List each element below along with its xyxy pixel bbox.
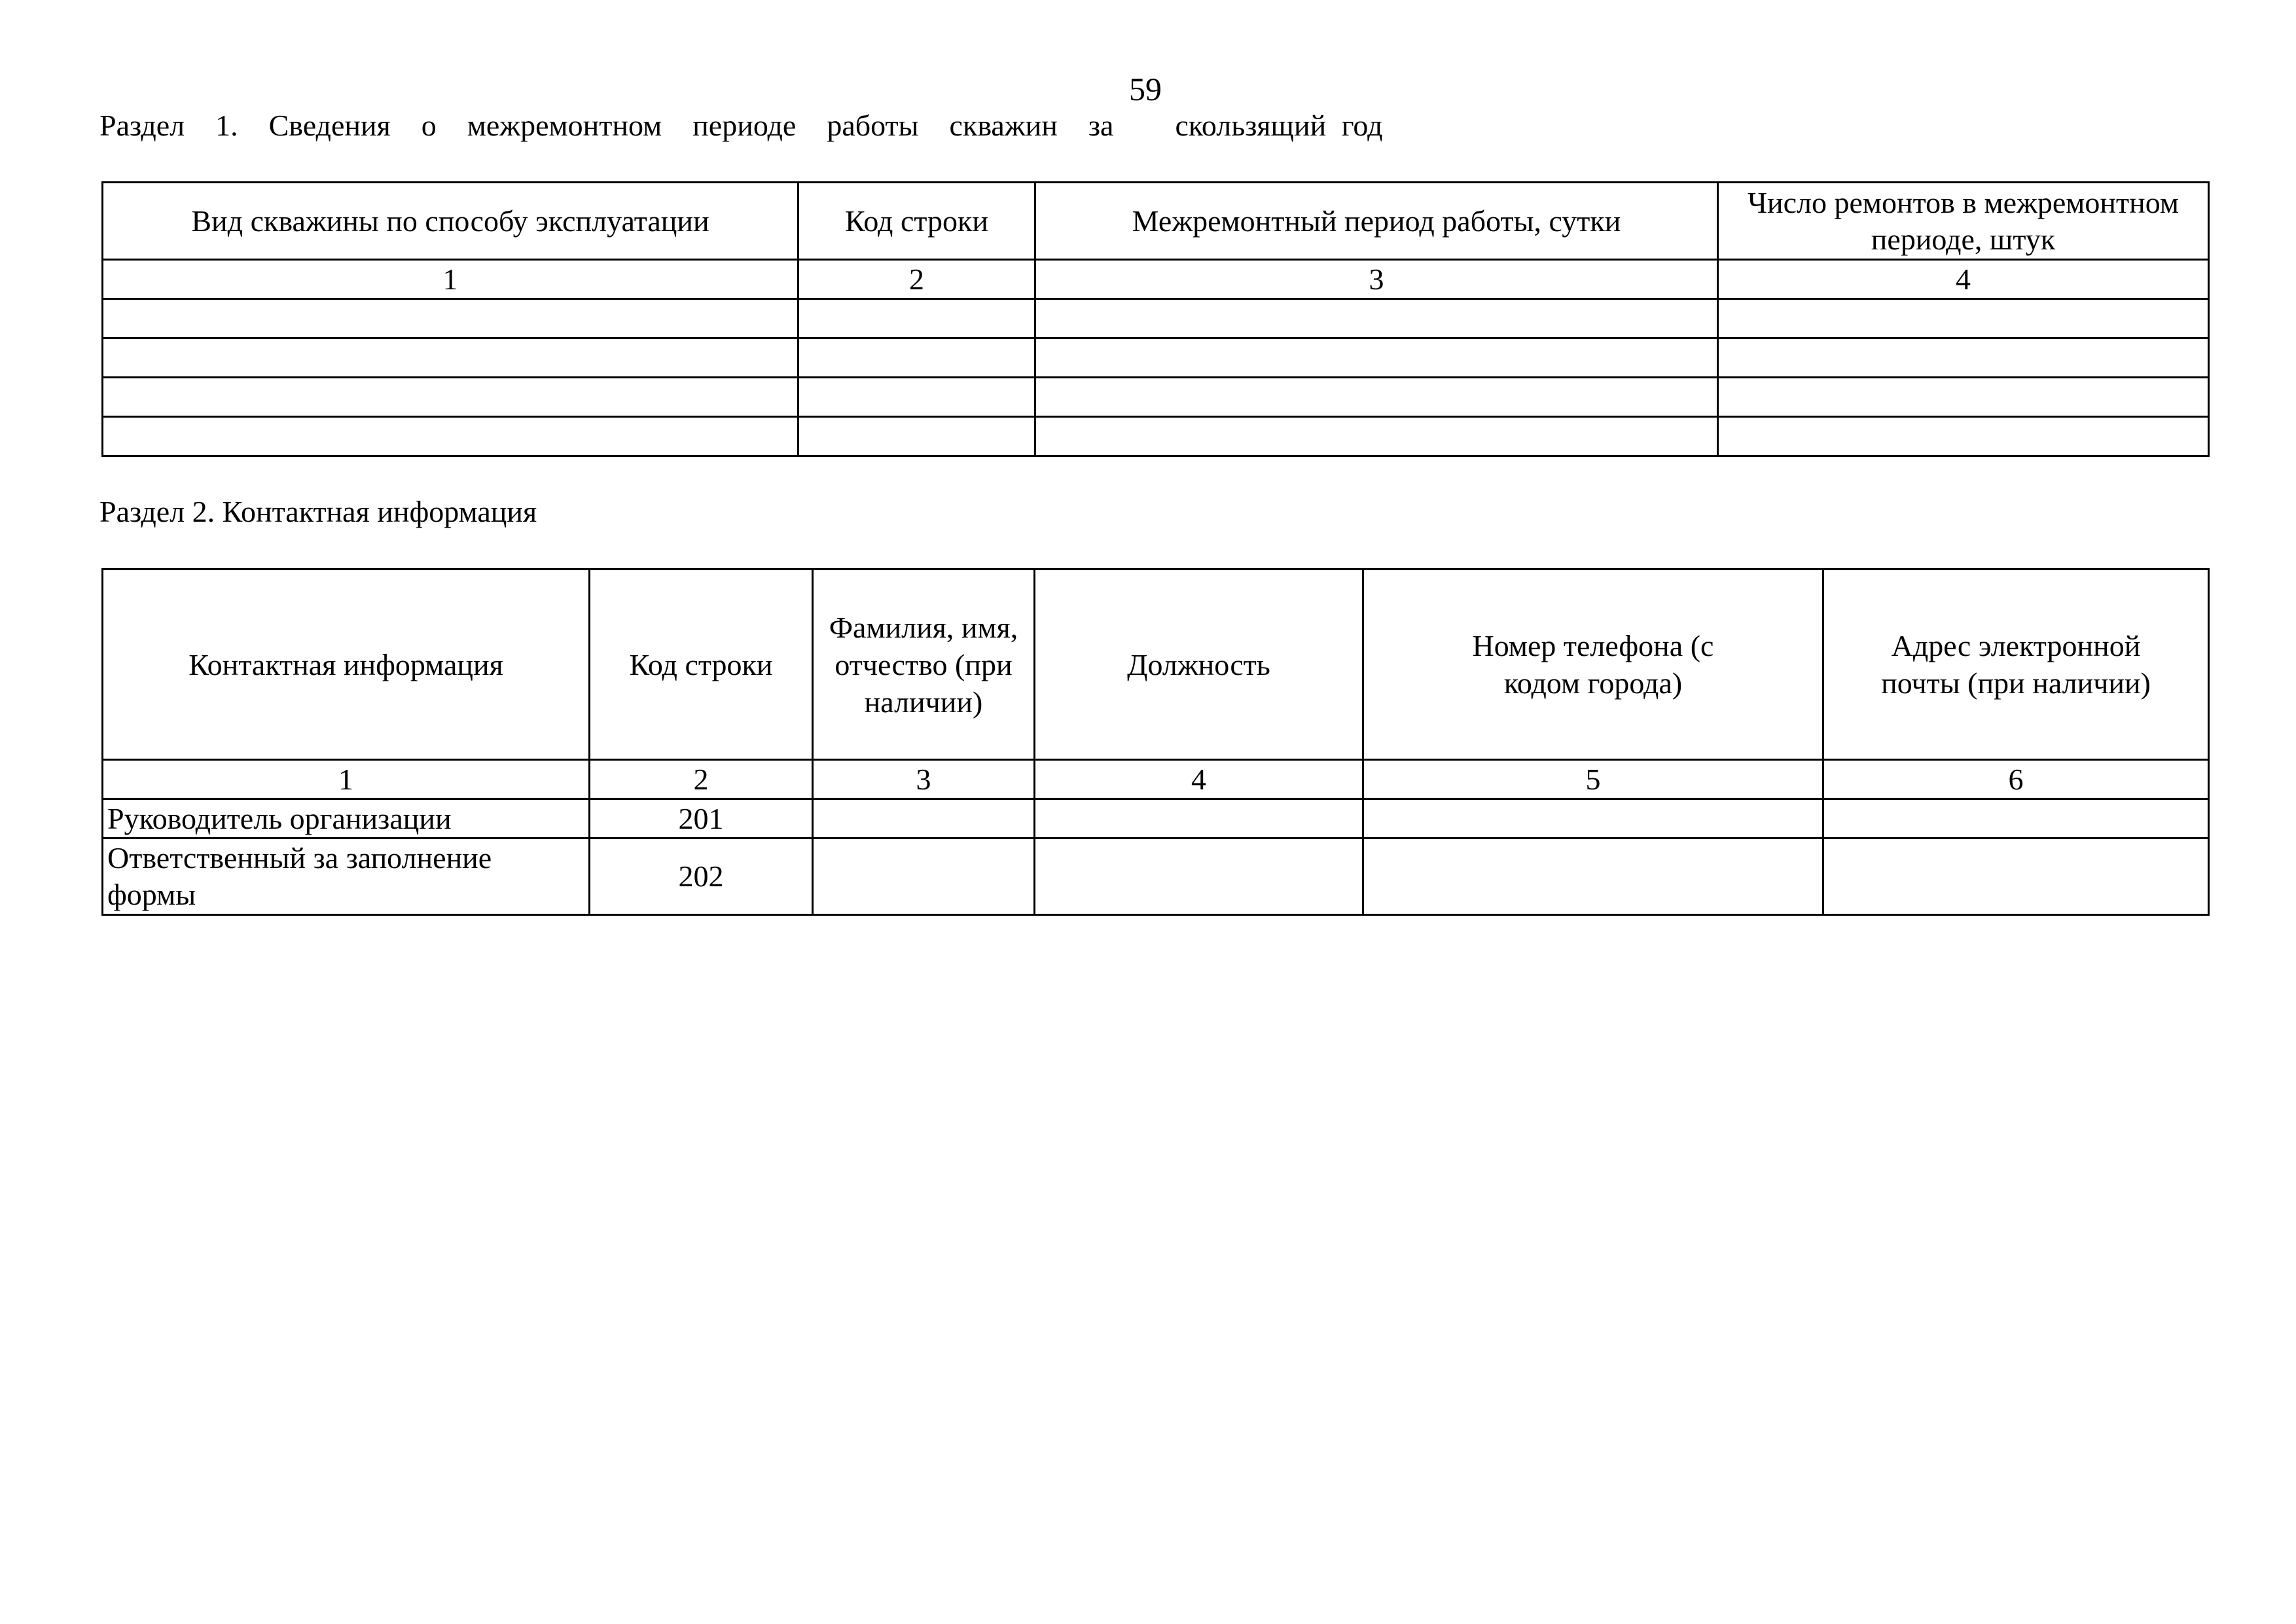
s1-empty-cell[interactable] bbox=[1718, 417, 2209, 456]
s2-empty-cell[interactable] bbox=[813, 839, 1035, 915]
s1-empty-cell[interactable] bbox=[103, 378, 798, 417]
s2-col-num-3: 3 bbox=[813, 760, 1035, 799]
s1-empty-cell[interactable] bbox=[1718, 338, 2209, 378]
s1-empty-cell[interactable] bbox=[103, 417, 798, 456]
s2-header-position: Должность bbox=[1035, 569, 1363, 760]
section1-empty-row bbox=[103, 338, 2209, 378]
s1-empty-cell[interactable] bbox=[798, 299, 1035, 338]
s2-col-num-6: 6 bbox=[1823, 760, 2209, 799]
s1-header-row-code: Код строки bbox=[798, 183, 1035, 260]
section1-empty-row bbox=[103, 299, 2209, 338]
s1-col-num-1: 1 bbox=[103, 260, 798, 299]
s2-empty-cell[interactable] bbox=[1823, 839, 2209, 915]
s1-empty-cell[interactable] bbox=[1718, 299, 2209, 338]
s1-header-well-type: Вид скважины по способу эксплуатации bbox=[103, 183, 798, 260]
s2-header-full-name: Фамилия, имя, отчество (при наличии) bbox=[813, 569, 1035, 760]
s2-header-phone: Номер телефона (с кодом города) bbox=[1363, 569, 1823, 760]
section1-header-row bbox=[103, 183, 2209, 260]
s1-empty-cell[interactable] bbox=[1035, 417, 1718, 456]
s2-header-email: Адрес электронной почты (при наличии) bbox=[1823, 569, 2209, 760]
s1-empty-cell[interactable] bbox=[798, 338, 1035, 378]
section2-title: Раздел 2. Контактная информация bbox=[99, 495, 537, 528]
s2-empty-cell[interactable] bbox=[1363, 799, 1823, 839]
section2-table bbox=[101, 568, 2210, 916]
s2-col-num-4: 4 bbox=[1035, 760, 1363, 799]
section2-header-row bbox=[103, 569, 2209, 760]
s2-empty-cell[interactable] bbox=[1035, 839, 1363, 915]
s2-col-num-5: 5 bbox=[1363, 760, 1823, 799]
s2-empty-cell[interactable] bbox=[1823, 799, 2209, 839]
row-label-head: Руководитель организации bbox=[103, 799, 590, 839]
s1-col-num-4: 4 bbox=[1718, 260, 2209, 299]
section1-table bbox=[101, 181, 2210, 457]
s2-col-num-1: 1 bbox=[103, 760, 590, 799]
table-row-head-of-organization bbox=[103, 799, 2209, 839]
row-code-201: 201 bbox=[590, 799, 813, 839]
s1-empty-cell[interactable] bbox=[1035, 378, 1718, 417]
s1-header-repair-period: Межремонтный период работы, сутки bbox=[1035, 183, 1718, 260]
s2-empty-cell[interactable] bbox=[813, 799, 1035, 839]
s1-empty-cell[interactable] bbox=[1035, 299, 1718, 338]
s2-header-contact-info: Контактная информация bbox=[103, 569, 590, 760]
s1-empty-cell[interactable] bbox=[798, 417, 1035, 456]
s1-header-repair-count: Число ремонтов в межремонтном периоде, штук bbox=[1718, 183, 2209, 260]
table-row-responsible-person bbox=[103, 839, 2209, 915]
section1-column-numbers-row bbox=[103, 260, 2209, 299]
s2-header-row-code: Код строки bbox=[590, 569, 813, 760]
s1-empty-cell[interactable] bbox=[1718, 378, 2209, 417]
s2-empty-cell[interactable] bbox=[1363, 839, 1823, 915]
s1-col-num-2: 2 bbox=[798, 260, 1035, 299]
s2-empty-cell[interactable] bbox=[1035, 799, 1363, 839]
s1-col-num-3: 3 bbox=[1035, 260, 1718, 299]
row-label-responsible: Ответственный за заполнение формы bbox=[103, 839, 590, 915]
s1-empty-cell[interactable] bbox=[103, 338, 798, 378]
page-number: 59 bbox=[1129, 71, 1162, 107]
s1-empty-cell[interactable] bbox=[1035, 338, 1718, 378]
section1-empty-row bbox=[103, 417, 2209, 456]
s1-empty-cell[interactable] bbox=[103, 299, 798, 338]
s1-empty-cell[interactable] bbox=[798, 378, 1035, 417]
row-code-202: 202 bbox=[590, 839, 813, 915]
s2-col-num-2: 2 bbox=[590, 760, 813, 799]
section1-empty-row bbox=[103, 378, 2209, 417]
section2-column-numbers-row bbox=[103, 760, 2209, 799]
section1-title: Раздел 1. Сведения о межремонтном периоде работы скважин за скользящий год bbox=[99, 109, 1383, 142]
